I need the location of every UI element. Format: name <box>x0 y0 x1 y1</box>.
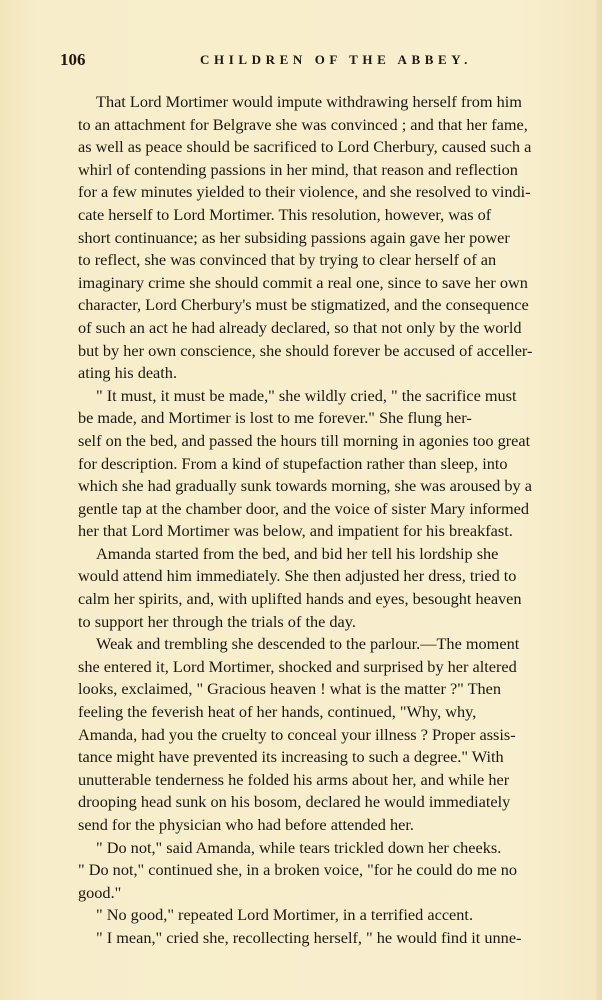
text-line: she entered it, Lord Mortimer, shocked and surprised by her altered <box>78 656 517 676</box>
text-line: would attend him immediately. She then adjusted her dress, tried to <box>78 566 517 586</box>
running-head: CHILDREN OF THE ABBEY. <box>200 52 472 67</box>
text-line: ating his death. <box>78 363 178 383</box>
text-line: whirl of contending passions in her mind, that reason and reflection <box>78 159 518 179</box>
text-line: be made, and Mortimer is lost to me forever." She flung her- <box>78 408 472 428</box>
page-number: 106 <box>60 50 86 69</box>
text-line: her that Lord Mortimer was below, and impatient for his breakfast. <box>78 521 513 541</box>
text-line: cate herself to Lord Mortimer. This resolution, however, was of <box>78 204 492 224</box>
text-line: looks, exclaimed, " Gracious heaven ! what is the matter ?" Then <box>78 679 502 699</box>
text-line: which she had gradually sunk towards morning, she was aroused by a <box>78 476 532 496</box>
text-line: tance might have prevented its increasing to such a degree." With <box>78 747 504 767</box>
body-text <box>78 91 597 950</box>
text-line: feeling the feverish heat of her hands, continued, "Why, why, <box>78 702 477 722</box>
text-line: short continuance; as her subsiding passions again gave her power <box>78 227 510 247</box>
text-line: self on the bed, and passed the hours till morning in agonies too great <box>78 430 531 450</box>
text-line: but by her own conscience, she should forever be accused of acceller- <box>78 340 533 360</box>
text-line: of such an act he had already declared, so that not only by the world <box>78 317 522 337</box>
text-line: for a few minutes yielded to their violence, and she resolved to vindi- <box>78 182 531 202</box>
text-line: send for the physician who had before attended her. <box>78 815 414 834</box>
text-line: That Lord Mortimer would impute withdrawing herself from him <box>96 92 522 111</box>
text-line: " No good," repeated Lord Mortimer, in a terrified accent. <box>96 905 474 925</box>
text-line: gentle tap at the chamber door, and the voice of sister Mary informed <box>78 498 529 518</box>
text-line: calm her spirits, and, with uplifted hands and eyes, besought heaven <box>78 589 522 609</box>
text-line: good." <box>78 882 122 902</box>
page-header <box>60 50 540 72</box>
text-line: " Do not," continued she, in a broken voice, "for he could do me no <box>78 860 518 880</box>
text-line: Weak and trembling she descended to the parlour.—The moment <box>96 634 520 654</box>
text-line: " It must, it must be made," she wildly cried, " the sacrifice must <box>96 385 517 405</box>
text-line: character, Lord Cherbury's must be stigmatized, and the consequence <box>78 295 529 315</box>
text-line: to an attachment for Belgrave she was convinced ; and that her fame, <box>78 114 528 134</box>
text-line: to reflect, she was convinced that by trying to clear herself of an <box>78 250 497 270</box>
text-line: for description. From a kind of stupefaction rather than sleep, into <box>78 453 508 473</box>
text-line: " I mean," cried she, recollecting herself, " he would find it unne- <box>96 927 522 947</box>
text-line: to support her through the trials of the day. <box>78 611 356 631</box>
text-line: imaginary crime she should commit a real one, since to save her own <box>78 272 528 292</box>
text-line: " Do not," said Amanda, while tears trickled down her cheeks. <box>96 837 502 857</box>
text-line: Amanda started from the bed, and bid her tell his lordship she <box>96 543 499 563</box>
text-line: unutterable tenderness he folded his arms about her, and while her <box>78 769 510 789</box>
text-line: as well as peace should be sacrificed to Lord Cherbury, caused such a <box>78 137 532 157</box>
text-line: drooping head sunk on his bosom, declared he would immediately <box>78 792 511 812</box>
text-line: Amanda, had you the cruelty to conceal your illness ? Proper assis- <box>78 724 516 744</box>
